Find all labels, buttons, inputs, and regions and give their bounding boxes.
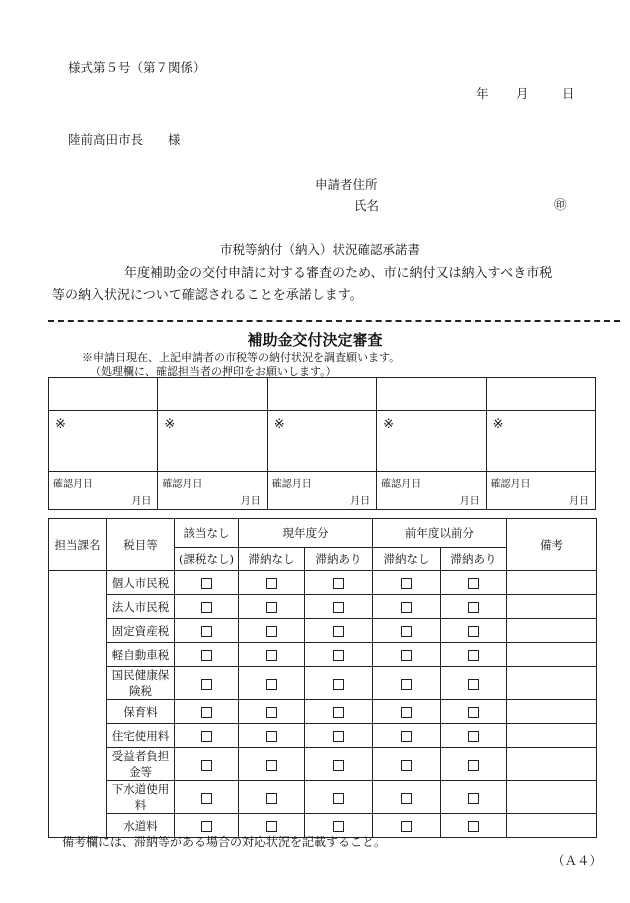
remarks-cell[interactable] bbox=[507, 595, 597, 619]
previous-no-arrears-cell bbox=[373, 667, 441, 700]
dept-cell[interactable] bbox=[49, 571, 107, 838]
not-applicable-checkbox[interactable] bbox=[201, 793, 212, 804]
confirm-day: 日 bbox=[141, 496, 152, 507]
not-applicable-checkbox[interactable] bbox=[201, 679, 212, 690]
applicant-address-label: 申請者住所 bbox=[315, 177, 378, 192]
tax-type-label: 個人市民税 bbox=[107, 571, 175, 595]
not-applicable-cell bbox=[175, 700, 239, 724]
not-applicable-checkbox[interactable] bbox=[201, 602, 212, 613]
confirm-date-cell[interactable] bbox=[377, 472, 486, 510]
remarks-cell[interactable] bbox=[507, 643, 597, 667]
current-no-arrears-cell bbox=[239, 781, 305, 814]
current-arrears-checkbox[interactable] bbox=[333, 760, 344, 771]
current-arrears-checkbox[interactable] bbox=[333, 707, 344, 718]
not-applicable-checkbox[interactable] bbox=[201, 707, 212, 718]
confirm-day: 日 bbox=[250, 496, 261, 507]
current-no-arrears-cell bbox=[239, 667, 305, 700]
footer-note: 備考欄には、滞納等がある場合の対応状況を記載すること。 bbox=[62, 835, 387, 849]
not-applicable-checkbox[interactable] bbox=[201, 626, 212, 637]
not-applicable-cell bbox=[175, 781, 239, 814]
not-applicable-cell bbox=[175, 667, 239, 700]
review-section-title: 補助金交付決定審査 bbox=[247, 331, 383, 349]
stamp-cell[interactable] bbox=[49, 378, 158, 411]
tax-row bbox=[49, 619, 597, 643]
tax-row bbox=[49, 595, 597, 619]
previous-no-arrears-checkbox[interactable] bbox=[401, 602, 412, 613]
current-no-arrears-cell bbox=[239, 643, 305, 667]
header-tax-type: 税目等 bbox=[107, 519, 175, 571]
previous-no-arrears-cell bbox=[373, 748, 441, 781]
confirm-month: 月 bbox=[240, 496, 251, 507]
confirm-day: 日 bbox=[579, 496, 589, 507]
remarks-cell[interactable] bbox=[507, 700, 597, 724]
current-no-arrears-checkbox[interactable] bbox=[266, 602, 277, 613]
header-previous-no-arrears: 滞納なし bbox=[373, 548, 441, 571]
current-no-arrears-checkbox[interactable] bbox=[266, 760, 277, 771]
confirm-date-label: 確認月日 bbox=[271, 479, 312, 490]
previous-no-arrears-checkbox[interactable] bbox=[401, 731, 412, 742]
header-not-applicable-sub: (課税なし) bbox=[175, 548, 239, 571]
tax-type-label: 軽自動車税 bbox=[107, 643, 175, 667]
tax-type-label: 受益者負担金等 bbox=[107, 748, 175, 781]
confirm-date-cell[interactable] bbox=[267, 472, 376, 510]
previous-arrears-cell bbox=[441, 595, 507, 619]
current-arrears-checkbox[interactable] bbox=[333, 602, 344, 613]
previous-arrears-checkbox[interactable] bbox=[468, 821, 479, 832]
previous-no-arrears-cell bbox=[373, 724, 441, 748]
current-arrears-cell bbox=[305, 619, 373, 643]
current-arrears-checkbox[interactable] bbox=[333, 731, 344, 742]
previous-arrears-checkbox[interactable] bbox=[468, 760, 479, 771]
previous-arrears-cell bbox=[441, 667, 507, 700]
remarks-cell[interactable] bbox=[507, 667, 597, 700]
stamp-cell[interactable] bbox=[377, 378, 486, 411]
current-arrears-checkbox[interactable] bbox=[333, 650, 344, 661]
tax-type-label: 固定資産税 bbox=[107, 619, 175, 643]
current-arrears-cell bbox=[305, 748, 373, 781]
previous-arrears-cell bbox=[441, 748, 507, 781]
form-number: 様式第５号（第７関係） bbox=[68, 60, 206, 75]
current-no-arrears-checkbox[interactable] bbox=[266, 707, 277, 718]
previous-arrears-cell bbox=[441, 643, 507, 667]
mark-cell: ※ bbox=[377, 411, 486, 472]
tax-row bbox=[49, 700, 597, 724]
date-month: 月 bbox=[516, 86, 529, 101]
seal-mark: ㊞ bbox=[554, 197, 567, 212]
addressee: 陸前高田市長 様 bbox=[68, 132, 181, 147]
previous-arrears-checkbox[interactable] bbox=[468, 602, 479, 613]
previous-arrears-checkbox[interactable] bbox=[468, 679, 479, 690]
tax-row bbox=[49, 667, 597, 700]
header-previous-year: 前年度以前分 bbox=[373, 519, 507, 548]
date-day: 日 bbox=[562, 86, 575, 101]
current-arrears-checkbox[interactable] bbox=[333, 793, 344, 804]
not-applicable-cell bbox=[175, 643, 239, 667]
consent-body bbox=[52, 263, 612, 307]
previous-no-arrears-cell bbox=[373, 700, 441, 724]
current-arrears-cell bbox=[305, 571, 373, 595]
confirm-date-cell[interactable] bbox=[486, 472, 595, 510]
stamp-cell[interactable] bbox=[267, 378, 376, 411]
tax-row bbox=[49, 571, 597, 595]
current-no-arrears-checkbox[interactable] bbox=[266, 793, 277, 804]
header-current-arrears: 滞納あり bbox=[305, 548, 373, 571]
consent-line-1: 年度補助金の交付申請に対する審査のため、市に納付又は納入すべき市税 bbox=[124, 266, 553, 281]
previous-no-arrears-cell bbox=[373, 571, 441, 595]
confirm-date-label: 確認月日 bbox=[162, 479, 203, 490]
tax-type-label: 住宅使用料 bbox=[107, 724, 175, 748]
not-applicable-checkbox[interactable] bbox=[201, 578, 212, 589]
header-not-applicable: 該当なし bbox=[175, 519, 239, 548]
header-current-no-arrears: 滞納なし bbox=[239, 548, 305, 571]
current-arrears-checkbox[interactable] bbox=[333, 821, 344, 832]
current-arrears-cell bbox=[305, 595, 373, 619]
tax-row bbox=[49, 781, 597, 814]
stamp-cell[interactable] bbox=[486, 378, 595, 411]
previous-no-arrears-cell bbox=[373, 619, 441, 643]
previous-arrears-cell bbox=[441, 619, 507, 643]
remarks-cell[interactable] bbox=[507, 781, 597, 814]
mark-cell: ※ bbox=[486, 411, 595, 472]
not-applicable-checkbox[interactable] bbox=[201, 760, 212, 771]
current-arrears-checkbox[interactable] bbox=[333, 626, 344, 637]
stamp-cell[interactable] bbox=[158, 378, 267, 411]
previous-no-arrears-checkbox[interactable] bbox=[401, 707, 412, 718]
not-applicable-checkbox[interactable] bbox=[201, 821, 212, 832]
previous-arrears-checkbox[interactable] bbox=[468, 650, 479, 661]
consent-line-2: 等の納入状況について確認されることを承諾します。 bbox=[52, 288, 363, 303]
previous-arrears-checkbox[interactable] bbox=[468, 626, 479, 637]
confirmation-table bbox=[48, 377, 596, 510]
current-no-arrears-checkbox[interactable] bbox=[266, 821, 277, 832]
cut-line-divider bbox=[48, 320, 620, 322]
confirm-month: 月 bbox=[569, 496, 579, 507]
mark-cell: ※ bbox=[49, 411, 158, 472]
previous-no-arrears-checkbox[interactable] bbox=[401, 793, 412, 804]
tax-row bbox=[49, 643, 597, 667]
remarks-cell[interactable] bbox=[507, 814, 597, 838]
current-arrears-cell bbox=[305, 643, 373, 667]
remarks-cell[interactable] bbox=[507, 724, 597, 748]
mark-cell: ※ bbox=[267, 411, 376, 472]
header-dept: 担当課名 bbox=[49, 519, 107, 571]
not-applicable-cell bbox=[175, 748, 239, 781]
previous-no-arrears-checkbox[interactable] bbox=[401, 578, 412, 589]
current-arrears-checkbox[interactable] bbox=[333, 679, 344, 690]
current-no-arrears-cell bbox=[239, 619, 305, 643]
confirm-date-label: 確認月日 bbox=[53, 479, 93, 490]
date-year: 年 bbox=[476, 86, 489, 101]
previous-arrears-cell bbox=[441, 814, 507, 838]
previous-no-arrears-checkbox[interactable] bbox=[401, 650, 412, 661]
previous-no-arrears-cell bbox=[373, 595, 441, 619]
current-no-arrears-cell bbox=[239, 724, 305, 748]
current-no-arrears-checkbox[interactable] bbox=[266, 626, 277, 637]
review-note-1: ※申請日現在、上記申請者の市税等の納付状況を調査願います。 bbox=[82, 351, 401, 364]
previous-arrears-cell bbox=[441, 571, 507, 595]
confirm-day: 日 bbox=[360, 496, 371, 507]
current-no-arrears-checkbox[interactable] bbox=[266, 650, 277, 661]
tax-row bbox=[49, 748, 597, 781]
mark-cell: ※ bbox=[158, 411, 267, 472]
tax-type-label: 水道料 bbox=[107, 814, 175, 838]
header-current-year: 現年度分 bbox=[239, 519, 373, 548]
applicant-name-label: 氏名 bbox=[354, 198, 380, 213]
not-applicable-cell bbox=[175, 571, 239, 595]
current-arrears-cell bbox=[305, 781, 373, 814]
confirm-date-cell[interactable] bbox=[49, 472, 158, 510]
previous-arrears-cell bbox=[441, 724, 507, 748]
not-applicable-checkbox[interactable] bbox=[201, 731, 212, 742]
previous-arrears-checkbox[interactable] bbox=[468, 731, 479, 742]
header-previous-arrears: 滞納あり bbox=[441, 548, 507, 571]
tax-type-label: 保育料 bbox=[107, 700, 175, 724]
confirm-month: 月 bbox=[350, 496, 361, 507]
previous-no-arrears-checkbox[interactable] bbox=[401, 679, 412, 690]
current-no-arrears-cell bbox=[239, 700, 305, 724]
current-no-arrears-cell bbox=[239, 571, 305, 595]
current-no-arrears-checkbox[interactable] bbox=[266, 731, 277, 742]
previous-arrears-cell bbox=[441, 781, 507, 814]
current-arrears-cell bbox=[305, 724, 373, 748]
confirm-month: 月 bbox=[459, 496, 470, 507]
not-applicable-checkbox[interactable] bbox=[201, 650, 212, 661]
remarks-cell[interactable] bbox=[507, 571, 597, 595]
header-remarks: 備考 bbox=[507, 519, 597, 571]
remarks-cell[interactable] bbox=[507, 619, 597, 643]
previous-arrears-cell bbox=[441, 700, 507, 724]
tax-status-table bbox=[48, 518, 597, 838]
date-line bbox=[476, 84, 575, 102]
previous-no-arrears-cell bbox=[373, 781, 441, 814]
current-arrears-cell bbox=[305, 700, 373, 724]
previous-arrears-checkbox[interactable] bbox=[468, 707, 479, 718]
confirm-month: 月 bbox=[131, 496, 142, 507]
confirm-date-cell[interactable] bbox=[158, 472, 267, 510]
current-no-arrears-checkbox[interactable] bbox=[266, 578, 277, 589]
current-no-arrears-cell bbox=[239, 595, 305, 619]
not-applicable-cell bbox=[175, 724, 239, 748]
previous-arrears-checkbox[interactable] bbox=[468, 578, 479, 589]
tax-type-label: 法人市民税 bbox=[107, 595, 175, 619]
current-no-arrears-checkbox[interactable] bbox=[266, 679, 277, 690]
current-arrears-cell bbox=[305, 667, 373, 700]
review-note-2: （処理欄に、確認担当者の押印をお願いします。） bbox=[90, 365, 337, 378]
previous-no-arrears-checkbox[interactable] bbox=[401, 626, 412, 637]
tax-type-label: 下水道使用料 bbox=[107, 781, 175, 814]
page-size-label: （Ａ４） bbox=[552, 853, 603, 868]
confirm-day: 日 bbox=[469, 496, 480, 507]
previous-arrears-checkbox[interactable] bbox=[468, 793, 479, 804]
tax-type-label: 国民健康保険税 bbox=[107, 667, 175, 700]
previous-no-arrears-checkbox[interactable] bbox=[401, 760, 412, 771]
remarks-cell[interactable] bbox=[507, 748, 597, 781]
confirm-date-label: 確認月日 bbox=[381, 479, 422, 490]
not-applicable-cell bbox=[175, 595, 239, 619]
not-applicable-cell bbox=[175, 619, 239, 643]
current-no-arrears-cell bbox=[239, 748, 305, 781]
tax-row bbox=[49, 724, 597, 748]
previous-no-arrears-cell bbox=[373, 643, 441, 667]
previous-no-arrears-checkbox[interactable] bbox=[401, 821, 412, 832]
confirm-date-label: 確認月日 bbox=[490, 479, 531, 490]
consent-title: 市税等納付（納入）状況確認承諾書 bbox=[220, 242, 421, 257]
current-arrears-checkbox[interactable] bbox=[333, 578, 344, 589]
